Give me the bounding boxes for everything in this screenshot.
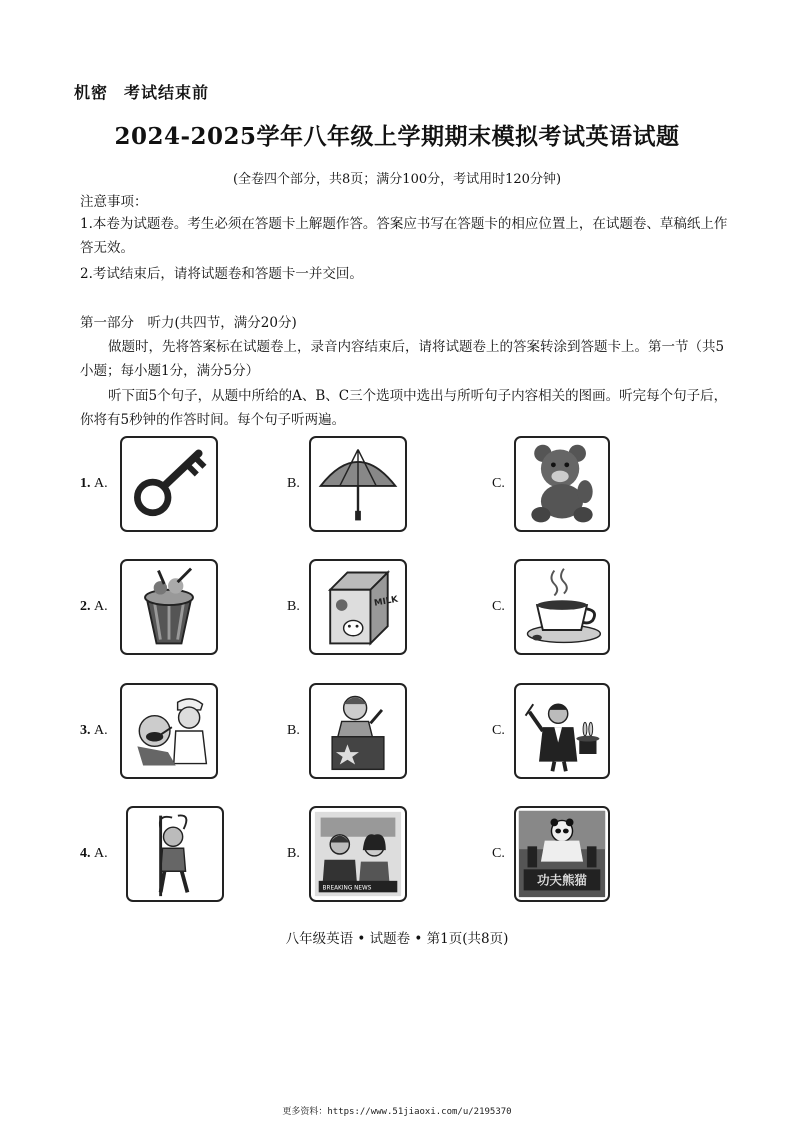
confidential-label: 机密 — [74, 83, 109, 102]
question-3-label — [80, 723, 108, 739]
option-label: A. — [94, 476, 108, 491]
part1-instruction: 做题时，先将答案标在试题卷上，录音内容结束后，请将试题卷上的答案转涂到答题卡上。第一节（共5 小题；每小题1分，满分5分） — [80, 339, 725, 379]
notes-heading: 注意事项： — [80, 194, 148, 210]
question-number: 1. — [80, 476, 91, 491]
dentist-icon[interactable] — [120, 683, 218, 779]
poster-title-text: 功夫熊猫 — [537, 872, 587, 888]
milk-text: MILK — [373, 594, 399, 609]
option-label: B. — [287, 846, 300, 861]
question-number: 3. — [80, 723, 91, 738]
kung-fu-panda-poster-icon[interactable] — [514, 806, 610, 902]
umbrella-icon[interactable] — [309, 436, 407, 532]
teddy-bear-icon[interactable] — [514, 436, 610, 532]
puppet-show-icon[interactable] — [309, 683, 407, 779]
exam-subtitle: (全卷四个部分，共8页；满分100分，考试用时120分钟) — [232, 172, 562, 187]
before-exam-end-label: 考试结束前 — [124, 83, 210, 102]
part1-heading: 第一部分 听力(共四节，满分20分) — [80, 315, 297, 331]
option-label: B. — [287, 599, 300, 614]
bottom-resource-link[interactable]: 更多资料：https://www.51jiaoxi.com/u/2195370 — [282, 1107, 512, 1117]
note-item-1: 1.本卷为试题卷。考生必须在答题卡上解题作答。答案应书写在答题卡的相应位置上，在试题卷、草稿纸上作答无效。 — [80, 216, 728, 256]
option-label: A. — [94, 846, 108, 861]
question-number: 4. — [80, 846, 91, 861]
page-footer: 八年级英语 • 试题卷 • 第1页(共8页) — [285, 931, 509, 947]
option-label: C. — [492, 476, 505, 491]
question-2-label — [80, 599, 108, 615]
note-item-2: 2.考试结束后，请将试题卷和答题卡一并交回。 — [80, 266, 363, 282]
option-label: C. — [492, 846, 505, 861]
key-icon[interactable] — [120, 436, 218, 532]
option-label: B. — [287, 723, 300, 738]
monkey-king-icon[interactable] — [126, 806, 224, 902]
milk-carton-icon[interactable] — [309, 559, 407, 655]
question-number: 2. — [80, 599, 91, 614]
breaking-news-text: BREAKING NEWS — [322, 885, 372, 892]
ice-cream-cup-icon[interactable] — [120, 559, 218, 655]
coffee-cup-icon[interactable] — [514, 559, 610, 655]
section-instruction: 听下面5个句子，从题中所给的A、B、C三个选项中选出与所听句子内容相关的图画。听完每个句子后，你将有5秒钟的作答时间。每个句子听两遍。 — [80, 388, 728, 428]
option-label: C. — [492, 723, 505, 738]
question-4-label — [80, 846, 108, 862]
option-label: A. — [94, 723, 108, 738]
option-label: A. — [94, 599, 108, 614]
exam-title: 2024-2025学年八年级上学期期末模拟考试英语试题 — [114, 123, 680, 150]
option-label: C. — [492, 599, 505, 614]
news-anchors-icon[interactable] — [309, 806, 407, 902]
option-label: B. — [287, 476, 300, 491]
question-1-label — [80, 476, 108, 492]
magician-icon[interactable] — [514, 683, 610, 779]
confidential-header — [74, 80, 209, 103]
